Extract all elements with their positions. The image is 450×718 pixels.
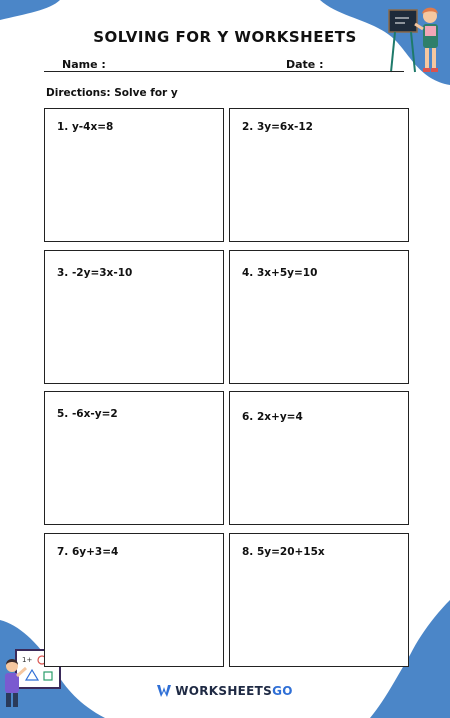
problem-box-3[interactable] bbox=[44, 250, 224, 384]
worksheetsgo-logo-icon bbox=[157, 685, 171, 697]
problem-box-7[interactable] bbox=[44, 533, 224, 667]
problem-box-4[interactable] bbox=[229, 250, 409, 384]
problem-text: 1. y-4x=8 bbox=[57, 121, 114, 133]
directions-text: Directions: Solve for y bbox=[46, 87, 178, 99]
brand-name-part1: WORKSHEETS bbox=[175, 684, 273, 698]
date-label: Date : bbox=[286, 58, 324, 71]
worksheet-title: SOLVING FOR Y WORKSHEETS bbox=[93, 28, 357, 46]
problem-text: 6. 2x+y=4 bbox=[242, 411, 303, 423]
name-label: Name : bbox=[62, 58, 106, 71]
problem-text: 3. -2y=3x-10 bbox=[57, 267, 133, 279]
brand-name-part2: GO bbox=[272, 684, 293, 698]
footer-brand bbox=[0, 684, 450, 698]
problem-text: 5. -6x-y=2 bbox=[57, 408, 118, 420]
name-date-line bbox=[44, 71, 404, 72]
decorative-blob-top-left bbox=[0, 0, 80, 30]
problem-box-1[interactable] bbox=[44, 108, 224, 242]
problem-box-2[interactable] bbox=[229, 108, 409, 242]
problem-text: 7. 6y+3=4 bbox=[57, 546, 119, 558]
problem-box-5[interactable] bbox=[44, 391, 224, 525]
problem-text: 4. 3x+5y=10 bbox=[242, 267, 318, 279]
problem-box-6[interactable] bbox=[229, 391, 409, 525]
svg-text:1+: 1+ bbox=[22, 656, 33, 664]
problem-text: 2. 3y=6x-12 bbox=[242, 121, 313, 133]
problem-text: 8. 5y=20+15x bbox=[242, 546, 325, 558]
problem-box-8[interactable] bbox=[229, 533, 409, 667]
